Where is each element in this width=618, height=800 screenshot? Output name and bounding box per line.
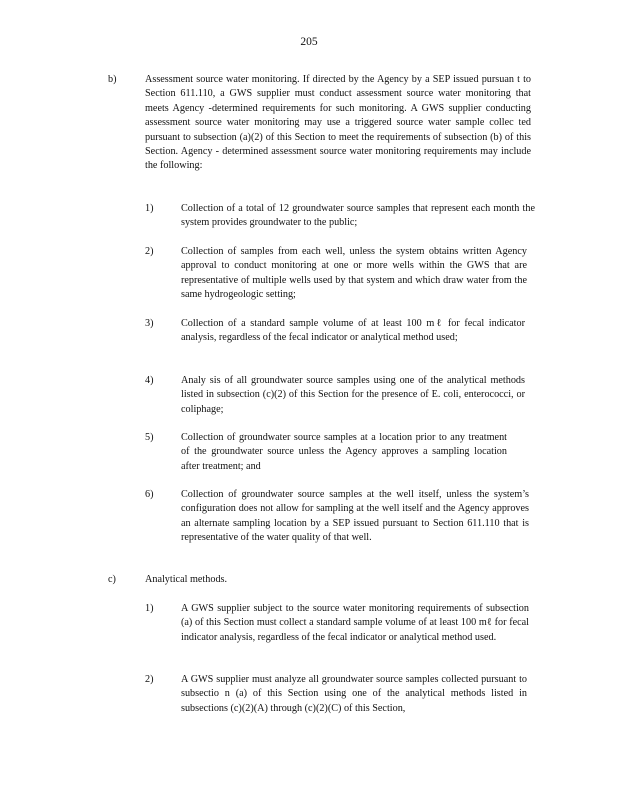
section-b-paragraph bbox=[145, 73, 531, 174]
section-c-item-1 bbox=[181, 602, 529, 645]
section-b-label: b) bbox=[108, 74, 117, 85]
section-b-item-3 bbox=[181, 317, 525, 346]
section-b-item-6-label: 6) bbox=[145, 489, 154, 500]
section-b-text: Assessment source water monitoring. If directed by the Agency by a SEP issued pursuan t to Section 611.110, a GWS supplier must conduct assessment source water monitoring that meets Agency -determined requirements for such monitoring. A GWS supplier conducting assessment source water monitoring may use a triggered source water sample collec ted pursuant to subsection (a)(2) of this Section to meet the requirements of subsection (b) of this Section. Agency - determined assessment source water monitoring requirements may include the following: bbox=[145, 74, 531, 172]
section-c-item-2-label: 2) bbox=[145, 674, 154, 685]
section-b-item-2-text: Collection of samples from each well, unless the system obtains written Agency approval to conduct monitoring at one or more wells within the GWS that are representative of multiple wells used by that system and which draw water from the same hydrogeologic setting; bbox=[181, 246, 527, 301]
section-b-item-4 bbox=[181, 374, 525, 417]
section-c-item-2 bbox=[181, 673, 527, 716]
section-b-item-5 bbox=[181, 431, 507, 474]
section-c-label: c) bbox=[108, 574, 116, 585]
section-b-item-1-text: Collection of a total of 12 groundwater source samples that represent each month the system provides groundwater to the public; bbox=[181, 203, 535, 229]
section-b-item-1-label: 1) bbox=[145, 203, 154, 214]
section-b-item-2 bbox=[181, 245, 527, 303]
section-c-item-2-text: A GWS supplier must analyze all groundwater source samples collected pursuant to subsectio n (a) of this Section using one of the analytical methods listed in subsections (c)(2)(A) through (c)(2)(C) of this Section, bbox=[181, 674, 527, 714]
section-c-item-1-text: A GWS supplier subject to the source water monitoring requirements of subsection (a) of this Section must collect a standard sample volume of at least 100 mℓ for fecal indicator analysis, regardless of the fecal indicator or analytical method used. bbox=[181, 603, 529, 643]
section-b-item-1 bbox=[181, 202, 535, 231]
section-c-heading bbox=[145, 573, 345, 587]
section-b-item-6-text: Collection of groundwater source samples at the well itself, unless the system’s configuration does not allow for sampling at the well itself and the Agency approves an alternate sampling location by a SEP issued pursuant to Section 611.110 that is representative of the water quality of that well. bbox=[181, 489, 529, 544]
section-b-item-5-label: 5) bbox=[145, 432, 154, 443]
section-c-item-1-label: 1) bbox=[145, 603, 154, 614]
section-b-item-6 bbox=[181, 488, 529, 546]
section-b-item-3-text: Collection of a standard sample volume of at least 100 mℓ for fecal indicator analysis, regardless of the fecal indicator or analytical method used; bbox=[181, 318, 525, 344]
section-b-item-2-label: 2) bbox=[145, 246, 154, 257]
section-b-item-3-label: 3) bbox=[145, 318, 154, 329]
section-b-item-4-text: Analy sis of all groundwater source samples using one of the analytical methods listed in subsection (c)(2) of this Section for the presence of E. coli, enterococci, or coliphage; bbox=[181, 375, 525, 415]
section-c-text: Analytical methods. bbox=[145, 574, 228, 585]
section-b-item-4-label: 4) bbox=[145, 375, 154, 386]
page-number: 205 bbox=[300, 36, 318, 48]
section-b-item-5-text: Collection of groundwater source samples at a location prior to any treatment of the groundwater source unless the Agency approves a sampling location after treatment; and bbox=[181, 432, 507, 472]
